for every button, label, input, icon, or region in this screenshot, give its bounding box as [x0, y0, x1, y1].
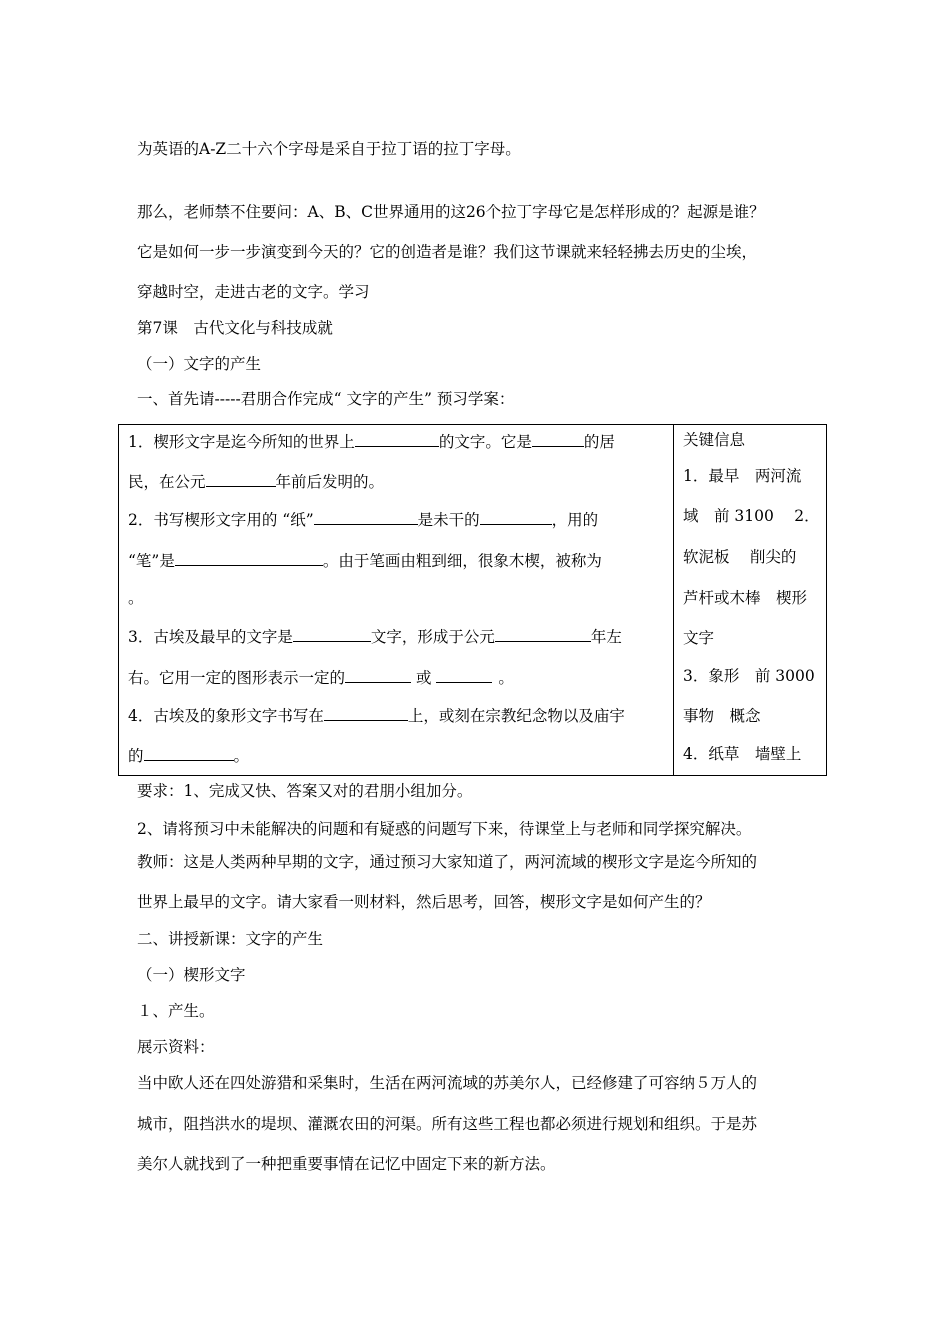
key-info-line: 4．纸草 墙壁上 — [683, 745, 802, 763]
question-1-line-1: 1．楔形文字是迄今所知的世界上 的文字。它是 的居 — [128, 433, 615, 451]
key-info-cell — [674, 425, 827, 776]
show-material-label: 展示资料： — [137, 1038, 215, 1056]
intro-line-1: 为英语的A-Z二十六个字母是采自于拉丁语的拉丁字母。 — [137, 140, 521, 158]
blank[interactable] — [175, 552, 323, 566]
question-2-line-3: 。 — [128, 589, 144, 607]
question-3-line-1: 3．古埃及最早的文字是 文字，形成于公元 年左 — [128, 628, 622, 646]
blank[interactable] — [480, 511, 552, 525]
requirement-1: 要求：1、完成又快、答案又对的君朋小组加分。 — [137, 782, 473, 800]
key-info-line: 文字 — [683, 629, 715, 647]
key-info-line: 事物 概念 — [683, 707, 761, 725]
question-1-line-2: 民，在公元 年前后发明的。 — [128, 473, 385, 491]
requirement-2: 2、请将预习中未能解决的问题和有疑惑的问题写下来，待课堂上与老师和同学探究解决。 — [137, 820, 752, 838]
section-heading: （一）文字的产生 — [137, 355, 262, 373]
step-two-heading: 二、讲授新课：文字的产生 — [137, 930, 324, 948]
key-info-heading: 关键信息 — [683, 431, 746, 449]
key-info-line: 3．象形 前 3000 — [683, 667, 815, 685]
teacher-line-2: 世界上最早的文字。请大家看一则材料，然后思考，回答，楔形文字是如何产生的？ — [137, 893, 711, 911]
blank[interactable] — [314, 511, 418, 525]
key-info-line: 芦杆或木棒 楔形 — [683, 589, 808, 607]
key-info-line: 软泥板 削尖的 — [683, 548, 797, 566]
teacher-line-1: 教师：这是人类两种早期的文字，通过预习大家知道了，两河流域的楔形文字是迄今所知的 — [137, 853, 758, 871]
preview-worksheet-table — [118, 424, 827, 776]
key-info-line: 1．最早 两河流 — [683, 467, 802, 485]
blank[interactable] — [144, 747, 234, 761]
questions-cell — [119, 425, 674, 776]
blank[interactable] — [495, 628, 591, 642]
question-2-line-2: “笔”是 。由于笔画由粗到细，很象木楔，被称为 — [128, 552, 602, 570]
item-heading: １、产生。 — [137, 1002, 215, 1020]
blank[interactable] — [345, 669, 411, 683]
lesson-title: 第7课 古代文化与科技成就 — [137, 319, 333, 337]
question-2-line-1: 2．书写楔形文字用的 “纸” 是未干的 ，用的 — [128, 511, 599, 529]
material-line-3: 美尔人就找到了一种把重要事情在记忆中固定下来的新方法。 — [137, 1155, 556, 1173]
blank[interactable] — [355, 433, 439, 447]
intro-line-2: 那么，老师禁不住要问：A、B、C世界通用的这26个拉丁字母它是怎样形成的？起源是谁？ — [137, 203, 765, 221]
material-line-2: 城市，阻挡洪水的堤坝、灌溉农田的河渠。所有这些工程也都必须进行规划和组织。于是苏 — [137, 1115, 758, 1133]
blank[interactable] — [293, 628, 371, 642]
subsection-heading: （一）楔形文字 — [137, 966, 246, 984]
step-one-instruction: 一、首先请-----君朋合作完成“ 文字的产生” 预习学案： — [137, 390, 515, 408]
key-info-line: 域 前 3100 2． — [683, 507, 820, 525]
material-line-1: 当中欧人还在四处游猎和采集时，生活在两河流域的苏美尔人，已经修建了可容纳５万人的 — [137, 1074, 758, 1092]
question-4-line-2: 的 。 — [128, 747, 250, 765]
blank[interactable] — [436, 669, 492, 683]
question-3-line-2: 右。它用一定的图形表示一定的 或 。 — [128, 669, 514, 687]
blank[interactable] — [206, 473, 276, 487]
blank[interactable] — [324, 707, 408, 721]
question-4-line-1: 4．古埃及的象形文字书写在 上，或刻在宗教纪念物以及庙宇 — [128, 707, 625, 725]
intro-line-3: 它是如何一步一步演变到今天的？它的创造者是谁？我们这节课就来轻轻拂去历史的尘埃， — [137, 243, 758, 261]
blank[interactable] — [532, 433, 584, 447]
intro-line-4: 穿越时空，走进古老的文字。学习 — [137, 283, 370, 301]
